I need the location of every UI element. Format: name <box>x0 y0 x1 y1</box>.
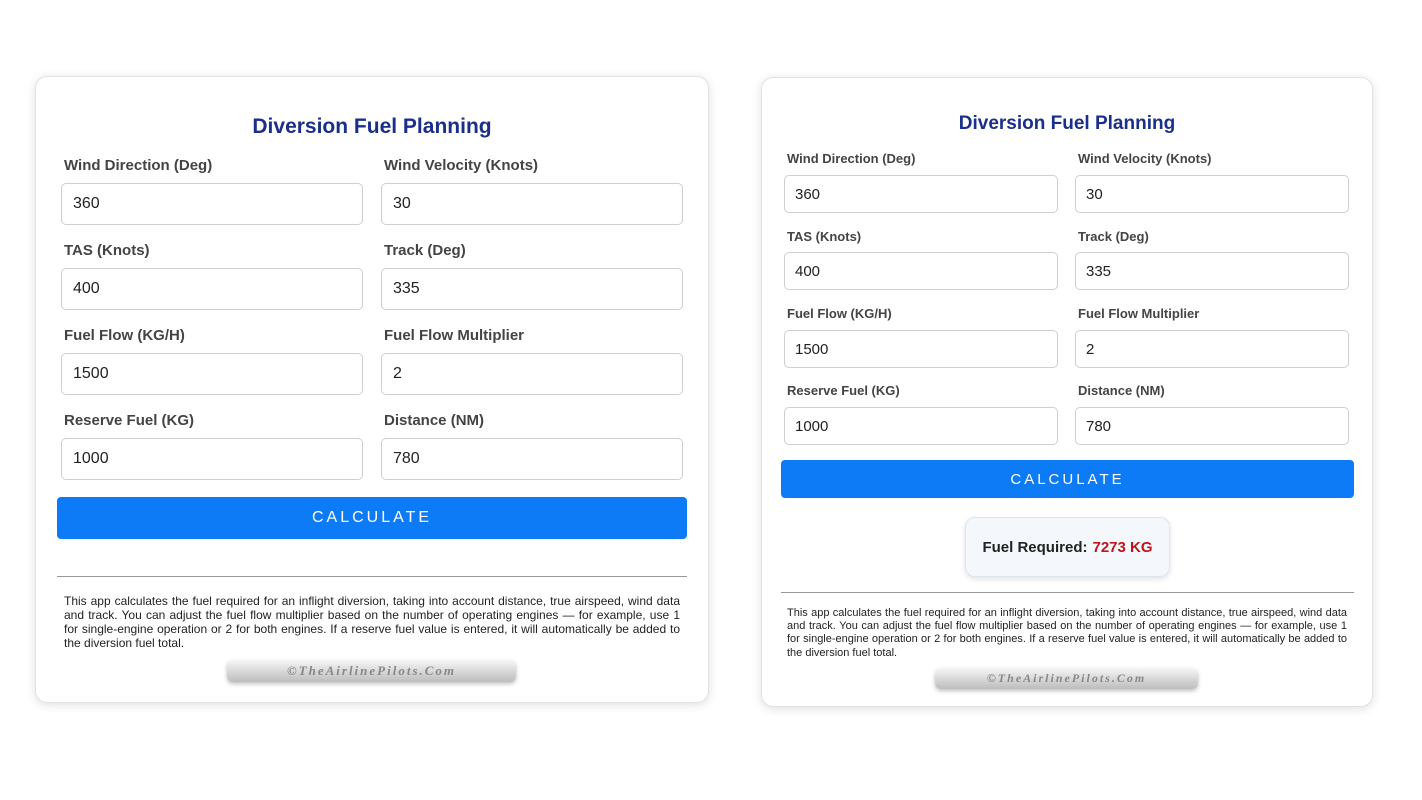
reserve-fuel-label: Reserve Fuel (KG) <box>64 412 195 429</box>
wind-direction-label: Wind Direction (Deg) <box>787 151 916 166</box>
fuel-flow-multiplier-input[interactable]: 2 <box>1075 330 1349 368</box>
wind-velocity-input[interactable]: 30 <box>1075 175 1349 213</box>
wind-velocity-label: Wind Velocity (Knots) <box>384 157 539 174</box>
fuel-flow-multiplier-input[interactable]: 2 <box>381 353 683 395</box>
reserve-fuel-input[interactable]: 1000 <box>61 438 363 480</box>
fuel-flow-label: Fuel Flow (KG/H) <box>787 306 892 321</box>
calculate-button[interactable]: CALCULATE <box>57 497 687 539</box>
wind-direction-input[interactable]: 360 <box>784 175 1058 213</box>
distance-label: Distance (NM) <box>384 412 485 429</box>
copyright-badge: ©TheAirlinePilots.Com <box>935 668 1198 689</box>
fuel-flow-multiplier-label: Fuel Flow Multiplier <box>1078 306 1200 321</box>
wind-velocity-label: Wind Velocity (Knots) <box>1078 151 1212 166</box>
app-description: This app calculates the fuel required for an inflight diversion, taking into account distance, true airspeed, wind data and track. You can adjust the fuel flow multiplier based on the number of operating engines — for example, use 1 for single-engine operation or 2 for both engines. If a reserve fuel value is entered, it will automatically be added to the diversion fuel total. <box>64 594 680 650</box>
wind-direction-input[interactable]: 360 <box>61 183 363 225</box>
page-title: Diversion Fuel Planning <box>252 115 492 138</box>
divider <box>781 592 1354 593</box>
tas-input[interactable]: 400 <box>61 268 363 310</box>
track-label: Track (Deg) <box>384 242 466 259</box>
calculator-card-initial <box>35 76 709 703</box>
fuel-required-label: Fuel Required: <box>982 538 1088 556</box>
fuel-flow-input[interactable]: 1500 <box>61 353 363 395</box>
calculator-card-result <box>761 77 1373 707</box>
distance-input[interactable]: 780 <box>381 438 683 480</box>
wind-velocity-input[interactable]: 30 <box>381 183 683 225</box>
calculate-button[interactable]: CALCULATE <box>781 460 1354 498</box>
track-input[interactable]: 335 <box>1075 252 1349 290</box>
fuel-required-result <box>965 517 1170 577</box>
page-title: Diversion Fuel Planning <box>958 113 1176 134</box>
track-label: Track (Deg) <box>1078 229 1149 244</box>
wind-direction-label: Wind Direction (Deg) <box>64 157 213 174</box>
tas-label: TAS (Knots) <box>64 242 150 259</box>
distance-input[interactable]: 780 <box>1075 407 1349 445</box>
tas-input[interactable]: 400 <box>784 252 1058 290</box>
fuel-flow-multiplier-label: Fuel Flow Multiplier <box>384 327 524 344</box>
fuel-flow-input[interactable]: 1500 <box>784 330 1058 368</box>
tas-label: TAS (Knots) <box>787 229 862 244</box>
distance-label: Distance (NM) <box>1078 383 1165 398</box>
fuel-required-value: 7273 KG <box>1092 538 1153 556</box>
track-input[interactable]: 335 <box>381 268 683 310</box>
app-description: This app calculates the fuel required for an inflight diversion, taking into account distance, true airspeed, wind data and track. You can adjust the fuel flow multiplier based on the number of operating engines — for example, use 1 for single-engine operation or 2 for both engines. If a reserve fuel value is entered, it will automatically be added to the diversion fuel total. <box>787 607 1347 659</box>
copyright-badge: ©TheAirlinePilots.Com <box>227 660 516 682</box>
reserve-fuel-input[interactable]: 1000 <box>784 407 1058 445</box>
reserve-fuel-label: Reserve Fuel (KG) <box>787 383 900 398</box>
fuel-flow-label: Fuel Flow (KG/H) <box>64 327 185 344</box>
divider <box>57 576 687 577</box>
